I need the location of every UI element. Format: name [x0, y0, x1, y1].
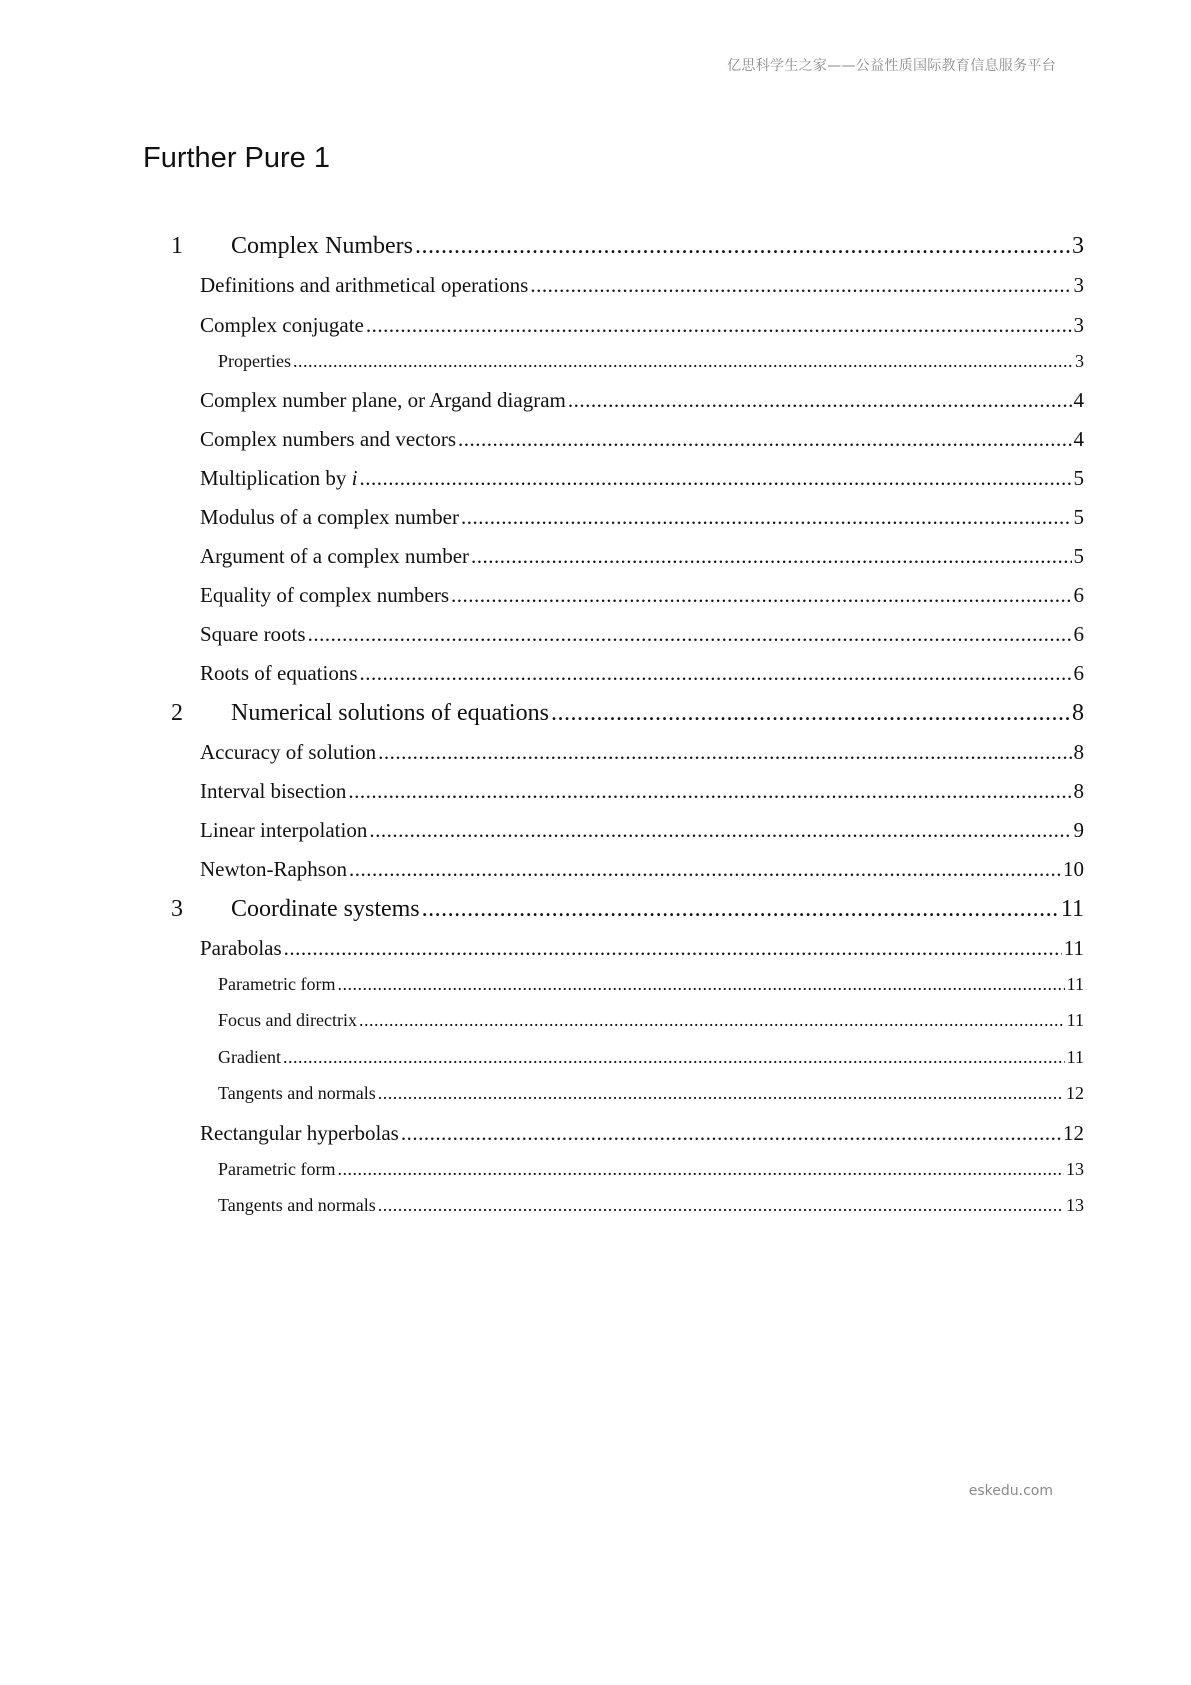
toc-dot-leader	[349, 857, 1061, 882]
toc-entry[interactable]	[200, 505, 1084, 530]
toc-entry-title: Newton-Raphson	[200, 857, 347, 881]
toc-entry[interactable]	[218, 1083, 1084, 1104]
toc-entry[interactable]	[200, 857, 1084, 882]
toc-entry[interactable]	[200, 466, 1084, 491]
toc-entry-page: 4	[1073, 427, 1084, 451]
toc-entry-page: 13	[1066, 1159, 1084, 1179]
toc-entry-page: 8	[1073, 740, 1084, 764]
toc-entry-number: 1	[171, 233, 183, 259]
toc-entry-title: Rectangular hyperbolas	[200, 1121, 399, 1145]
page-title: Further Pure 1	[143, 142, 330, 174]
toc-entry-title: Argument of a complex number	[200, 544, 470, 568]
toc-entry[interactable]	[218, 1047, 1084, 1068]
toc-entry[interactable]	[218, 1010, 1084, 1031]
toc-entry-page: 11	[1066, 1047, 1084, 1067]
toc-dot-leader	[530, 273, 1071, 298]
toc-entry-page: 12	[1066, 1083, 1084, 1103]
toc-entry-page: 8	[1072, 700, 1084, 726]
toc-entry-page: 3	[1072, 233, 1084, 259]
footer-site-note: eskedu.com	[968, 1483, 1053, 1499]
toc-entry-number: 2	[171, 700, 183, 726]
toc-entry-page: 13	[1066, 1195, 1084, 1215]
toc-entry-page: 3	[1073, 273, 1084, 297]
toc-dot-leader	[366, 313, 1072, 338]
toc-entry[interactable]	[200, 583, 1084, 608]
toc-entry-page: 4	[1073, 388, 1084, 412]
toc-entry[interactable]	[200, 779, 1084, 804]
toc-entry[interactable]	[171, 233, 1084, 260]
toc-entry[interactable]	[200, 661, 1084, 686]
toc-entry-title: Tangents and normals	[218, 1083, 376, 1103]
toc-dot-leader	[359, 1010, 1065, 1031]
toc-entry-title: Properties	[218, 351, 291, 371]
toc-entry[interactable]	[200, 313, 1084, 338]
toc-entry-title: Complex conjugate	[200, 313, 364, 337]
toc-dot-leader	[337, 1159, 1064, 1180]
toc-entry-title: Parametric form	[218, 974, 336, 994]
toc-dot-leader	[415, 233, 1070, 260]
toc-entry[interactable]	[218, 974, 1084, 995]
toc-dot-leader	[378, 1195, 1064, 1216]
toc-entry-page: 11	[1066, 1010, 1084, 1030]
toc-entry[interactable]	[200, 273, 1084, 298]
toc-entry[interactable]	[171, 896, 1084, 923]
toc-dot-leader	[360, 661, 1072, 686]
toc-entry-title: Modulus of a complex number	[200, 505, 459, 529]
toc-entry[interactable]	[200, 544, 1084, 569]
toc-entry[interactable]	[200, 622, 1084, 647]
toc-entry-title: Roots of equations	[200, 661, 358, 685]
toc-entry[interactable]	[218, 1195, 1084, 1216]
toc-dot-leader	[458, 427, 1071, 452]
toc-dot-leader	[378, 740, 1071, 765]
toc-entry[interactable]	[218, 351, 1084, 372]
toc-dot-leader	[461, 505, 1072, 530]
toc-dot-leader	[369, 818, 1071, 843]
toc-entry[interactable]	[171, 700, 1084, 727]
toc-dot-leader	[308, 622, 1072, 647]
toc-entry-page: 3	[1075, 351, 1084, 371]
toc-entry-page: 5	[1073, 466, 1084, 490]
toc-entry-title: Coordinate systems	[231, 896, 420, 922]
toc-entry-page: 6	[1073, 622, 1084, 646]
toc-dot-leader	[293, 351, 1073, 372]
toc-entry-title: Numerical solutions of equations	[231, 700, 549, 726]
toc-dot-leader	[378, 1083, 1064, 1104]
toc-entry-page: 8	[1073, 779, 1084, 803]
toc-entry-title: Interval bisection	[200, 779, 347, 803]
header-note: 亿思科学生之家——公益性质国际教育信息服务平台	[727, 58, 1056, 74]
toc-entry-italic-symbol: i	[351, 466, 358, 490]
toc-entry-title: Linear interpolation	[200, 818, 368, 842]
toc-dot-leader	[360, 466, 1072, 491]
toc-entry[interactable]	[200, 936, 1084, 961]
toc-entry-title: Parametric form	[218, 1159, 336, 1179]
toc-entry-title: Multiplication by i	[200, 466, 358, 490]
toc-dot-leader	[284, 936, 1062, 961]
toc-dot-leader	[337, 974, 1064, 995]
toc-entry-title: Complex Numbers	[231, 233, 413, 259]
toc-dot-leader	[401, 1121, 1061, 1146]
toc-entry-page: 11	[1063, 936, 1084, 960]
toc-entry-title: Complex number plane, or Argand diagram	[200, 388, 566, 412]
toc-dot-leader	[551, 700, 1070, 727]
toc-entry-title: Complex numbers and vectors	[200, 427, 457, 451]
toc-entry[interactable]	[200, 740, 1084, 765]
toc-entry-title: Square roots	[200, 622, 306, 646]
toc-entry-page: 5	[1073, 505, 1084, 529]
toc-entry-page: 5	[1073, 544, 1084, 568]
toc-entry-title: Gradient	[218, 1047, 281, 1067]
toc-entry-page: 6	[1073, 583, 1084, 607]
toc-entry-title: Tangents and normals	[218, 1195, 376, 1215]
toc-entry[interactable]	[200, 427, 1084, 452]
toc-entry[interactable]	[218, 1159, 1084, 1180]
toc-entry[interactable]	[200, 818, 1084, 843]
toc-entry-title: Accuracy of solution	[200, 740, 377, 764]
toc-dot-leader	[451, 583, 1071, 608]
toc-dot-leader	[283, 1047, 1065, 1068]
toc-dot-leader	[348, 779, 1071, 804]
toc-dot-leader	[568, 388, 1072, 413]
toc-entry-page: 9	[1073, 818, 1084, 842]
toc-entry-page: 10	[1063, 857, 1084, 881]
toc-entry-page: 3	[1073, 313, 1084, 337]
toc-entry-title: Equality of complex numbers	[200, 583, 450, 607]
toc-entry-title: Definitions and arithmetical operations	[200, 273, 529, 297]
toc-dot-leader	[422, 896, 1059, 923]
toc-entry-number: 3	[171, 896, 183, 922]
toc-entry[interactable]	[200, 388, 1084, 413]
toc-entry-title: Parabolas	[200, 936, 282, 960]
toc-entry[interactable]	[200, 1121, 1084, 1146]
toc-entry-page: 11	[1060, 896, 1084, 922]
toc-dot-leader	[471, 544, 1071, 569]
toc-entry-page: 11	[1066, 974, 1084, 994]
toc-entry-page: 12	[1063, 1121, 1084, 1145]
toc-entry-title: Focus and directrix	[218, 1010, 357, 1030]
toc-entry-page: 6	[1073, 661, 1084, 685]
